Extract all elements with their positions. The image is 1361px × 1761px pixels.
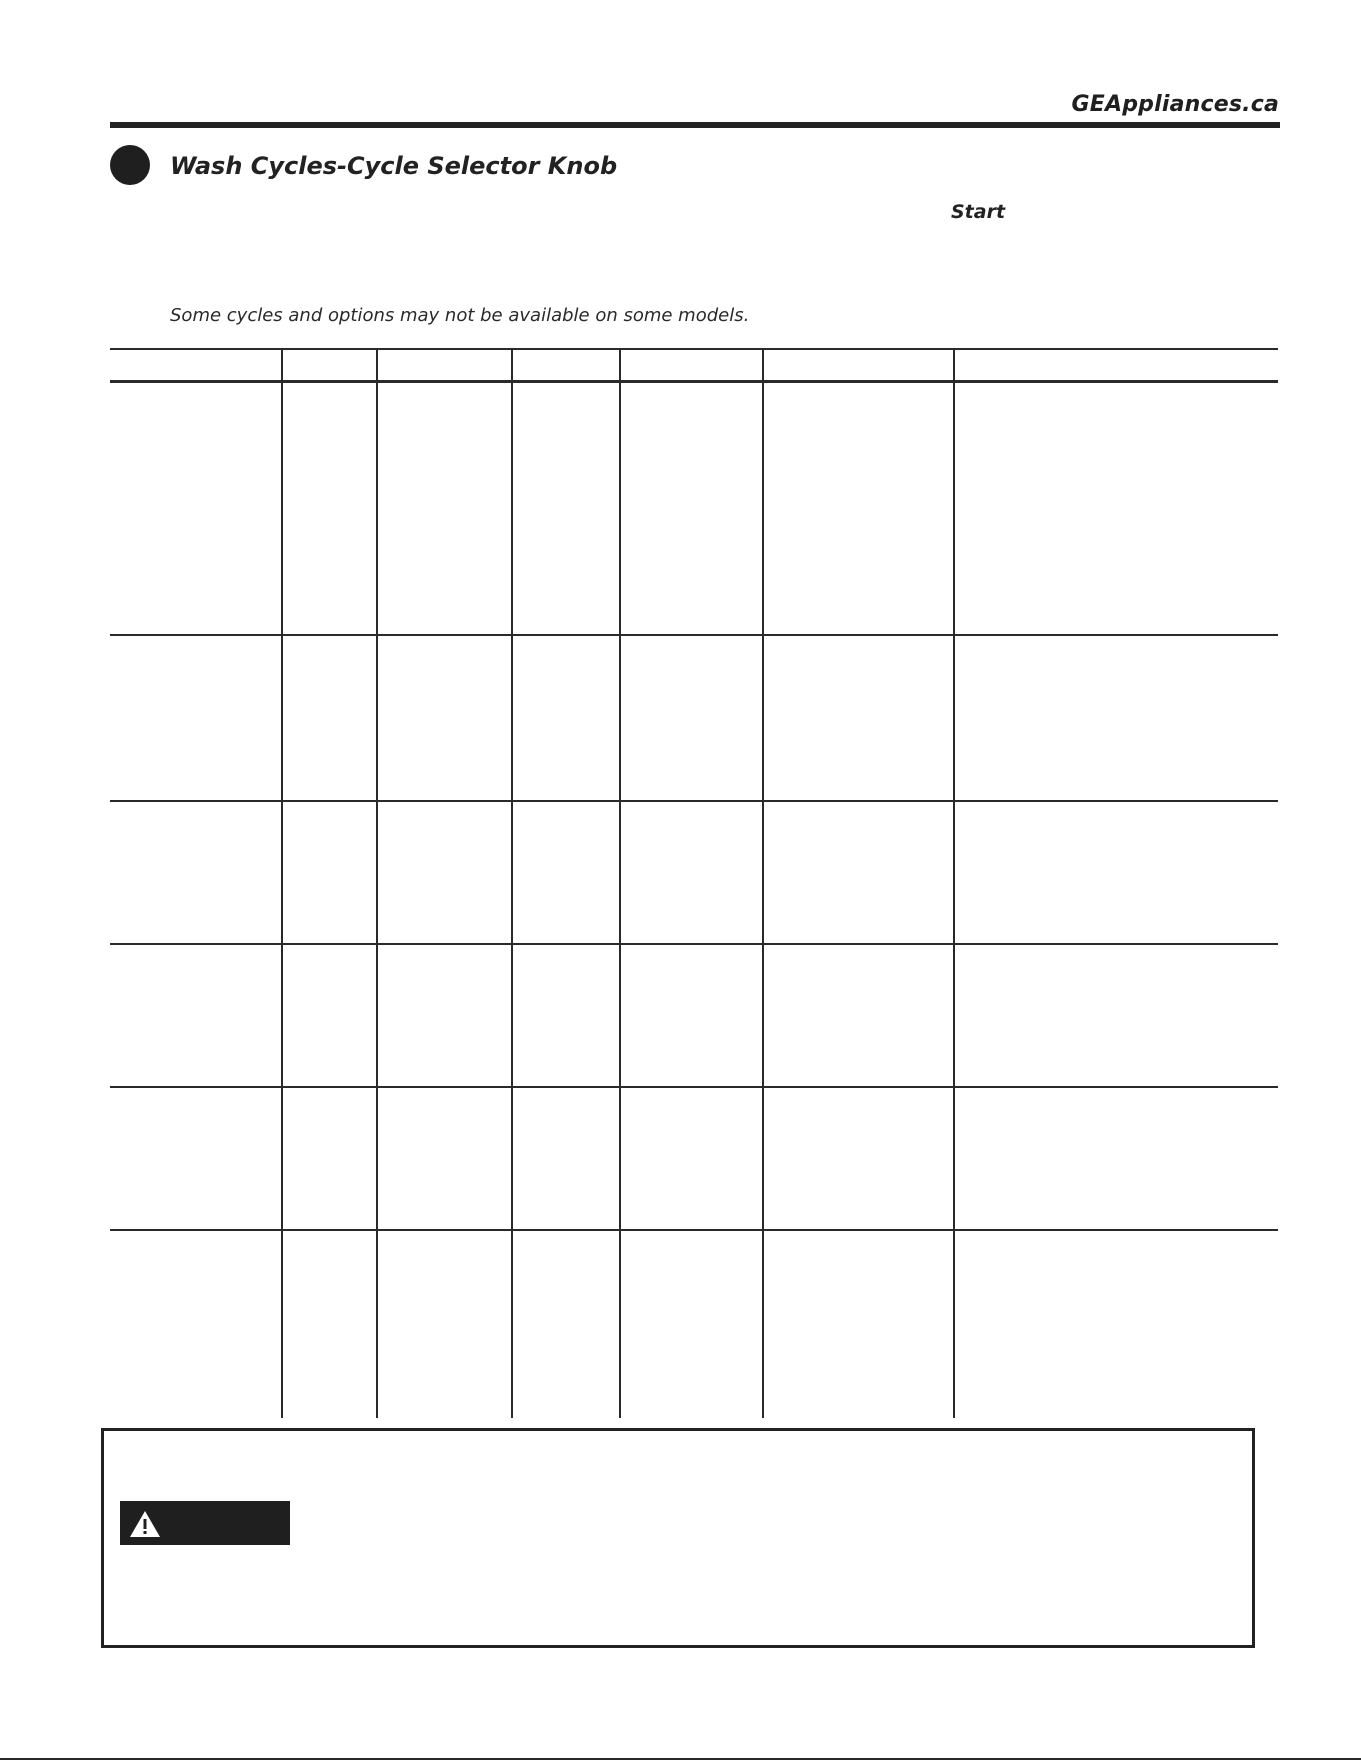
table-rule-row-3 (110, 943, 1278, 945)
table-col-divider-6 (953, 348, 955, 1418)
table-col-divider-2 (376, 348, 378, 1418)
warning-box (101, 1428, 1255, 1648)
header-rule (110, 122, 1280, 128)
section-title: Wash Cycles-Cycle Selector Knob (170, 152, 618, 180)
table-rule-row-1 (110, 634, 1278, 636)
table-rule-top (110, 348, 1278, 350)
table-rule-header (110, 380, 1278, 383)
table-col-divider-5 (762, 348, 764, 1418)
table-rule-row-2 (110, 800, 1278, 802)
table-rule-row-4 (110, 1086, 1278, 1088)
page-bottom-rule (0, 1758, 1361, 1760)
availability-note: Some cycles and options may not be available on some models. (170, 305, 750, 326)
start-keyword: Start (951, 201, 1006, 223)
warning-label (120, 1501, 290, 1545)
warning-triangle-icon (128, 1509, 162, 1539)
section-marker-dot (110, 145, 150, 185)
table-col-divider-1 (281, 348, 283, 1418)
cycle-table (110, 348, 1278, 1418)
table-col-divider-4 (619, 348, 621, 1418)
site-url: GEAppliances.ca (1071, 92, 1279, 117)
table-col-divider-3 (511, 348, 513, 1418)
table-rule-row-5 (110, 1229, 1278, 1231)
